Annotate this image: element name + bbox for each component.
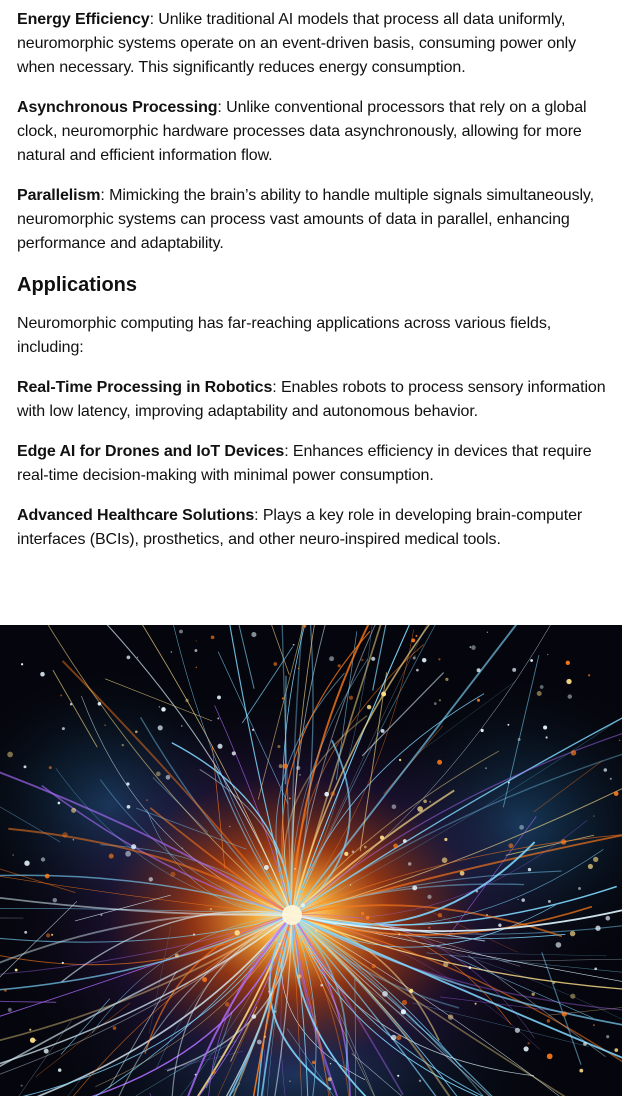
neural-core: [282, 905, 302, 925]
synapse-spark: [417, 806, 423, 812]
synapse-spark: [547, 654, 548, 655]
synapse-spark: [149, 877, 153, 881]
synapse-spark: [217, 744, 222, 749]
feature-text: : Mimicking the brain’s ability to handle multiple signals simultaneously, neuromorphic systems can process vast amounts of data in parallel, enhancing performance and adaptability.: [17, 187, 594, 252]
synapse-spark: [429, 801, 431, 803]
synapse-spark: [8, 1008, 12, 1012]
synapse-spark: [301, 903, 305, 907]
synapse-spark: [344, 852, 348, 856]
feature-term: Energy Efficiency: [17, 11, 150, 28]
synapse-spark: [294, 868, 295, 869]
synapse-spark: [518, 899, 519, 900]
synapse-spark: [364, 846, 367, 849]
synapse-spark: [62, 727, 65, 730]
synapse-spark: [70, 703, 72, 705]
synapse-spark: [127, 656, 131, 660]
synapse-spark: [392, 804, 397, 809]
synapse-spark: [562, 1011, 567, 1016]
synapse-spark: [471, 645, 476, 650]
synapse-spark: [45, 874, 50, 879]
synapse-spark: [398, 933, 400, 935]
synapse-spark: [438, 658, 440, 660]
synapse-spark: [428, 927, 430, 929]
synapse-spark: [314, 1015, 316, 1017]
synapse-spark: [264, 865, 269, 870]
synapse-spark: [391, 1035, 397, 1041]
synapse-spark: [194, 649, 197, 652]
synapse-spark: [15, 969, 18, 972]
synapse-spark: [381, 692, 386, 697]
synapse-spark: [324, 792, 329, 797]
synapse-spark: [279, 943, 281, 945]
synapse-spark: [543, 725, 547, 729]
synapse-spark: [299, 774, 300, 775]
synapse-spark: [100, 914, 102, 916]
synapse-spark: [161, 707, 166, 712]
synapse-spark: [408, 862, 412, 866]
synapse-spark: [547, 1019, 551, 1023]
synapse-spark: [122, 744, 124, 746]
synapse-spark: [21, 1085, 23, 1087]
synapse-spark: [352, 850, 355, 853]
synapse-spark: [312, 1061, 316, 1065]
synapse-spark: [561, 839, 566, 844]
synapse-spark: [412, 885, 417, 890]
synapse-spark: [508, 782, 510, 784]
synapse-spark: [320, 984, 323, 987]
synapse-spark: [476, 890, 479, 893]
synapse-spark: [58, 802, 61, 805]
synapse-spark: [442, 857, 448, 863]
feature-term: Parallelism: [17, 187, 101, 204]
synapse-spark: [487, 632, 488, 633]
synapse-spark: [524, 1046, 529, 1051]
synapse-spark: [448, 1014, 453, 1019]
synapse-spark: [264, 1036, 266, 1038]
synapse-spark: [606, 1035, 609, 1038]
synapse-spark: [371, 657, 375, 661]
synapse-spark: [170, 872, 175, 877]
synapse-spark: [195, 1074, 197, 1076]
synapse-spark: [604, 768, 608, 772]
synapse-spark: [232, 751, 236, 755]
feature-asynchronous-processing: [17, 96, 609, 168]
synapse-spark: [422, 658, 427, 663]
feature-term: Asynchronous Processing: [17, 99, 218, 116]
synapse-spark: [512, 668, 516, 672]
synapse-spark: [196, 641, 197, 642]
synapse-spark: [146, 799, 148, 801]
applications-heading: Applications: [17, 274, 138, 296]
synapse-spark: [486, 914, 488, 916]
synapse-spark: [104, 725, 105, 726]
applications-intro: Neuromorphic computing has far-reaching applications across various fields, including:: [17, 315, 552, 356]
synapse-spark: [619, 740, 620, 741]
synapse-spark: [4, 989, 7, 992]
article-body: [17, 8, 609, 568]
synapse-spark: [127, 805, 131, 809]
synapse-spark: [289, 797, 291, 799]
neural-network-illustration: [0, 625, 622, 1096]
core-glow: [0, 625, 622, 1096]
synapse-spark: [349, 696, 353, 700]
synapse-spark: [315, 930, 317, 932]
application-text: : Plays a key role in developing brain-computer interfaces (BCIs), prosthetics, and other neuro-inspired medical tools.: [17, 507, 583, 548]
synapse-spark: [579, 1069, 583, 1073]
synapse-spark: [588, 674, 590, 676]
synapse-spark: [509, 843, 514, 848]
synapse-spark: [196, 667, 197, 668]
synapse-spark: [293, 644, 295, 646]
synapse-spark: [366, 916, 370, 920]
synapse-spark: [614, 791, 619, 796]
synapse-spark: [181, 725, 183, 727]
synapse-spark: [460, 871, 465, 876]
synapse-spark: [477, 699, 480, 702]
feature-text: : Unlike traditional AI models that process all data uniformly, neuromorphic systems operate on an event-driven basis, consuming power only when necessary. This significantly reduces energy consumption.: [17, 11, 577, 76]
synapse-spark: [507, 724, 509, 726]
synapse-spark: [24, 765, 27, 768]
synapse-spark: [393, 844, 398, 849]
synapse-spark: [445, 678, 448, 681]
synapse-spark: [44, 1049, 49, 1054]
synapse-spark: [274, 1011, 276, 1013]
synapse-spark: [583, 1042, 587, 1046]
synapse-spark: [49, 766, 52, 769]
synapse-spark: [415, 635, 417, 637]
synapse-spark: [182, 848, 183, 849]
synapse-spark: [545, 736, 547, 738]
synapse-spark: [571, 750, 576, 755]
synapse-spark: [413, 656, 416, 659]
synapse-spark: [257, 1040, 262, 1045]
synapse-spark: [469, 966, 472, 969]
synapse-spark: [399, 759, 401, 761]
synapse-spark: [193, 934, 195, 936]
synapse-spark: [298, 668, 299, 669]
synapse-spark: [532, 993, 535, 996]
synapse-spark: [185, 699, 188, 702]
synapse-spark: [444, 838, 447, 841]
synapse-spark: [380, 836, 384, 840]
synapse-spark: [396, 1035, 401, 1040]
synapse-spark: [518, 738, 521, 741]
application-robotics: [17, 376, 609, 424]
synapse-spark: [41, 857, 45, 861]
synapse-spark: [229, 826, 231, 828]
synapse-spark: [537, 691, 542, 696]
synapse-spark: [175, 954, 179, 958]
synapse-spark: [367, 705, 371, 709]
application-text: : Enhances efficiency in devices that require real-time decision-making with minimal power consumption.: [17, 443, 592, 484]
synapse-spark: [485, 767, 487, 769]
synapse-spark: [382, 991, 388, 997]
synapse-spark: [438, 913, 442, 917]
synapse-spark: [423, 800, 427, 804]
synapse-spark: [578, 887, 581, 890]
synapse-spark: [159, 706, 160, 707]
synapse-spark: [329, 656, 334, 661]
synapse-spark: [62, 962, 64, 964]
synapse-spark: [427, 895, 431, 899]
synapse-spark: [594, 967, 597, 970]
synapse-spark: [298, 974, 302, 978]
synapse-spark: [519, 825, 524, 830]
synapse-spark: [528, 868, 531, 871]
application-term: Advanced Healthcare Solutions: [17, 507, 255, 524]
synapse-spark: [53, 898, 57, 902]
application-term: Real-Time Processing in Robotics: [17, 379, 273, 396]
synapse-spark: [217, 695, 221, 699]
synapse-spark: [273, 662, 277, 666]
synapse-spark: [98, 702, 102, 706]
synapse-spark: [548, 900, 551, 903]
synapse-spark: [211, 635, 215, 639]
synapse-spark: [372, 964, 376, 968]
synapse-spark: [125, 851, 131, 857]
synapse-spark: [443, 962, 448, 967]
synapse-spark: [475, 1003, 477, 1005]
synapse-spark: [530, 659, 533, 662]
synapse-spark: [46, 933, 50, 937]
synapse-spark: [24, 931, 27, 934]
synapse-spark: [40, 672, 45, 677]
synapse-spark: [126, 782, 129, 785]
synapse-spark: [330, 1063, 331, 1064]
synapse-spark: [131, 844, 136, 849]
synapse-spark: [212, 1070, 215, 1073]
application-text: : Enables robots to process sensory information with low latency, improving adaptability and autonomous behavior.: [17, 379, 606, 420]
synapse-spark: [252, 1014, 257, 1019]
synapse-spark: [350, 884, 351, 885]
synapse-spark: [477, 668, 481, 672]
synapse-spark: [51, 934, 53, 936]
synapse-spark: [593, 815, 594, 816]
synapse-spark: [381, 729, 385, 733]
synapse-spark: [268, 991, 269, 992]
synapse-spark: [409, 989, 413, 993]
synapse-spark: [610, 778, 612, 780]
synapse-spark: [234, 930, 239, 935]
synapse-spark: [7, 752, 13, 758]
synapse-spark: [217, 717, 219, 719]
synapse-spark: [437, 760, 442, 765]
synapse-spark: [566, 679, 571, 684]
synapse-spark: [593, 857, 598, 862]
synapse-spark: [210, 908, 212, 910]
synapse-spark: [109, 854, 114, 859]
synapse-spark: [62, 832, 68, 838]
synapse-spark: [570, 931, 575, 936]
synapse-spark: [24, 861, 29, 866]
synapse-spark: [71, 808, 76, 813]
synapse-spark: [179, 630, 183, 634]
synapse-spark: [515, 1028, 520, 1033]
synapse-spark: [402, 1000, 407, 1005]
synapse-spark: [158, 725, 163, 730]
synapse-spark: [527, 1042, 529, 1044]
synapse-spark: [401, 1009, 406, 1014]
neural-burst-graphic: [0, 625, 622, 1096]
synapse-spark: [416, 669, 419, 672]
feature-energy-efficiency: [17, 8, 609, 80]
synapse-spark: [419, 1080, 421, 1082]
synapse-spark: [553, 981, 556, 984]
feature-text: : Unlike conventional processors that rely on a global clock, neuromorphic hardware processes data asynchronously, allowing for more natural and efficient information flow.: [17, 99, 587, 164]
synapse-spark: [13, 855, 14, 856]
synapse-spark: [73, 839, 74, 840]
synapse-spark: [595, 926, 600, 931]
synapse-spark: [113, 1026, 117, 1030]
synapse-spark: [556, 942, 562, 948]
synapse-spark: [171, 651, 173, 653]
synapse-spark: [330, 791, 335, 796]
synapse-spark: [166, 775, 171, 780]
synapse-spark: [593, 1024, 595, 1026]
synapse-spark: [251, 632, 256, 637]
synapse-spark: [498, 924, 501, 927]
synapse-spark: [606, 916, 611, 921]
synapse-spark: [135, 730, 138, 733]
feature-parallelism: [17, 184, 609, 256]
synapse-spark: [296, 766, 300, 770]
synapse-spark: [58, 1068, 62, 1072]
application-edge-ai: [17, 440, 609, 488]
synapse-spark: [60, 694, 62, 696]
synapse-spark: [361, 912, 364, 915]
synapse-spark: [289, 1080, 291, 1082]
synapse-spark: [29, 1029, 31, 1031]
synapse-spark: [275, 939, 277, 941]
synapse-spark: [470, 646, 472, 648]
synapse-spark: [156, 772, 161, 777]
application-term: Edge AI for Drones and IoT Devices: [17, 443, 285, 460]
synapse-spark: [328, 1077, 332, 1081]
synapse-spark: [397, 1075, 399, 1077]
synapse-spark: [588, 864, 593, 869]
synapse-spark: [481, 729, 484, 732]
synapse-spark: [411, 638, 415, 642]
synapse-spark: [403, 839, 407, 843]
synapse-spark: [521, 898, 525, 902]
synapse-spark: [252, 729, 254, 731]
synapse-spark: [361, 659, 363, 661]
synapse-spark: [30, 1038, 35, 1043]
synapse-spark: [566, 661, 570, 665]
synapse-spark: [283, 763, 288, 768]
synapse-spark: [279, 764, 283, 768]
synapse-spark: [202, 977, 207, 982]
application-healthcare: [17, 504, 609, 552]
synapse-spark: [434, 702, 437, 705]
synapse-spark: [137, 657, 138, 658]
synapse-spark: [540, 685, 544, 689]
synapse-spark: [282, 697, 284, 699]
synapse-spark: [338, 664, 341, 667]
synapse-spark: [439, 699, 441, 701]
synapse-spark: [414, 655, 415, 656]
synapse-spark: [225, 1002, 230, 1007]
synapse-spark: [21, 663, 23, 665]
synapse-spark: [614, 1048, 618, 1052]
synapse-spark: [277, 745, 280, 748]
synapse-spark: [568, 694, 572, 698]
synapse-spark: [570, 994, 575, 999]
synapse-spark: [547, 1053, 553, 1059]
